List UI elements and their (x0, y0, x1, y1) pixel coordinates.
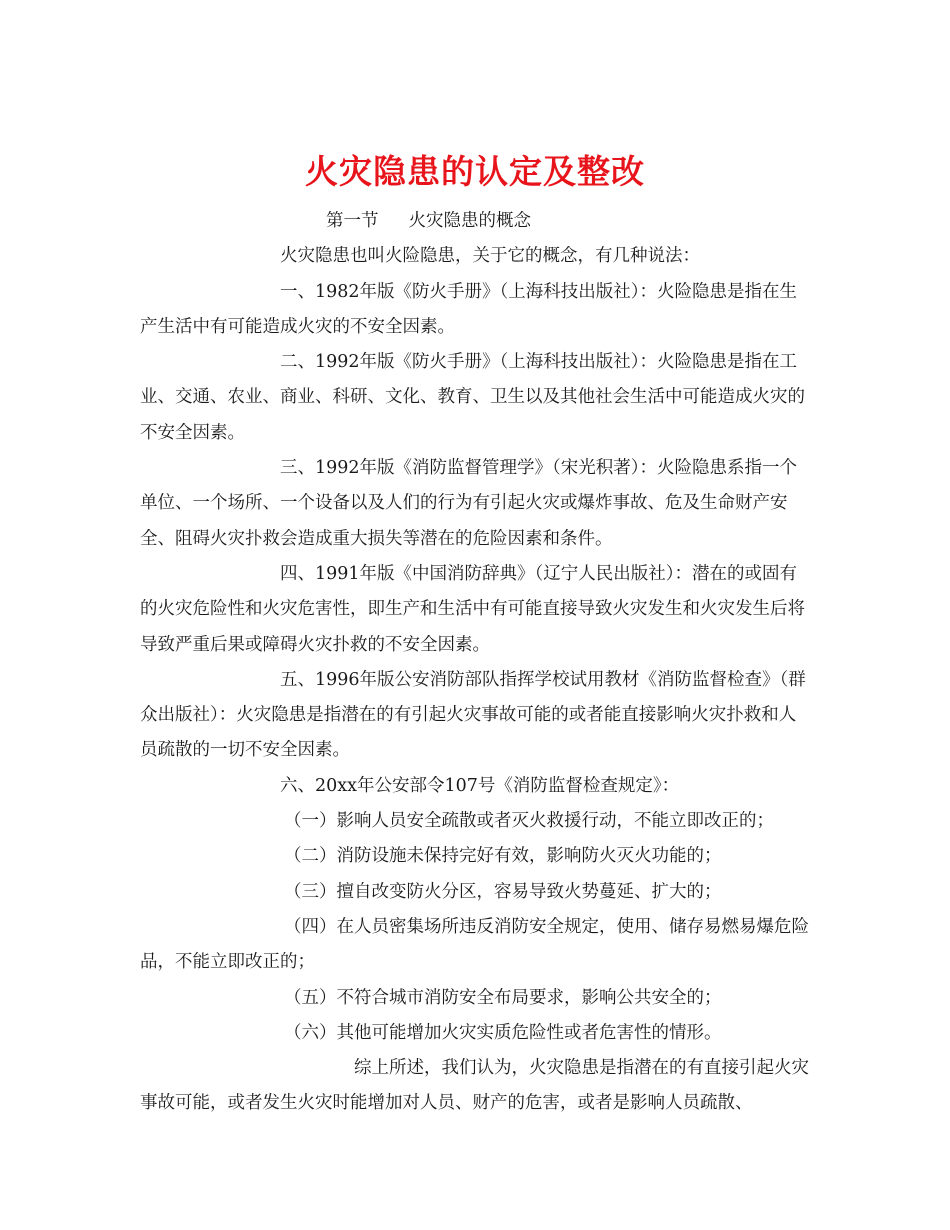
definition-paragraph-6: 六、20xx年公安部令107号《消防监督检查规定》： (280, 775, 680, 796)
definition-paragraph-3: 三、1992年版《消防监督管理学》（宋光积著）：火险隐患系指一个单位、一个场所、一个设备以及人们的行为有引起火灾或爆炸事故、危及生命财产安全、阻碍火灾扑救会造成重大损失等潜在的危险因素和条件。 (140, 458, 798, 549)
document-body (140, 204, 812, 1122)
definition-paragraph-5: 五、1996年版公安消防部队指挥学校试用教材《消防监督检查》（群众出版社）：火灾隐患是指潜在的有引起火灾事故可能的或者能直接影响火灾扑救和人员疏散的一切不安全因素。 (140, 669, 806, 761)
definition-paragraph-1: 一、1982年版《防火手册》（上海科技出版社）：火险隐患是指在生产生活中有可能造成火灾的不安全因素。 (140, 281, 798, 337)
section-number: 第一节 (326, 211, 379, 231)
intro-paragraph: 火灾隐患也叫火险隐患，关于它的概念，有几种说法： (280, 246, 700, 267)
document-title: 火灾隐患的认定及整改 (305, 152, 645, 192)
definition-paragraph-2: 二、1992年版《防火手册》（上海科技出版社）：火险隐患是指在工业、交通、农业、商业、科研、文化、教育、卫生以及其他社会生活中可能造成火灾的不安全因素。 (140, 352, 805, 443)
regulation-item-6: （六）其他可能增加火灾实质危险性或者危害性的情形。 (284, 1022, 722, 1043)
definition-paragraph-4: 四、1991年版《中国消防辞典》（辽宁人民出版社）：潜在的或固有的火灾危险性和火灾危害性，即生产和生活中有可能直接导致火灾发生和火灾发生后将导致严重后果或障碍火灾扑救的不安全因素。 (140, 563, 805, 655)
section-title: 火灾隐患的概念 (408, 211, 531, 231)
regulation-item-5: （五）不符合城市消防安全布局要求，影响公共安全的； (284, 987, 722, 1008)
regulation-item-1: （一）影响人员安全疏散或者灭火救援行动，不能立即改正的； (284, 811, 774, 832)
section-heading (140, 204, 812, 239)
regulation-item-4: （四）在人员密集场所违反消防安全规定，使用、储存易燃易爆危险品，不能立即改正的； (140, 916, 809, 973)
regulation-item-3: （三）擅自改变防火分区，容易导致火势蔓延、扩大的； (284, 881, 722, 902)
regulation-item-2: （二）消防设施未保持完好有效，影响防火灭火功能的； (284, 846, 722, 867)
summary-paragraph: 综上所述，我们认为，火灾隐患是指潜在的有直接引起火灾事故可能，或者发生火灾时能增加对人员、财产的危害，或者是影响人员疏散、 (140, 1058, 809, 1114)
